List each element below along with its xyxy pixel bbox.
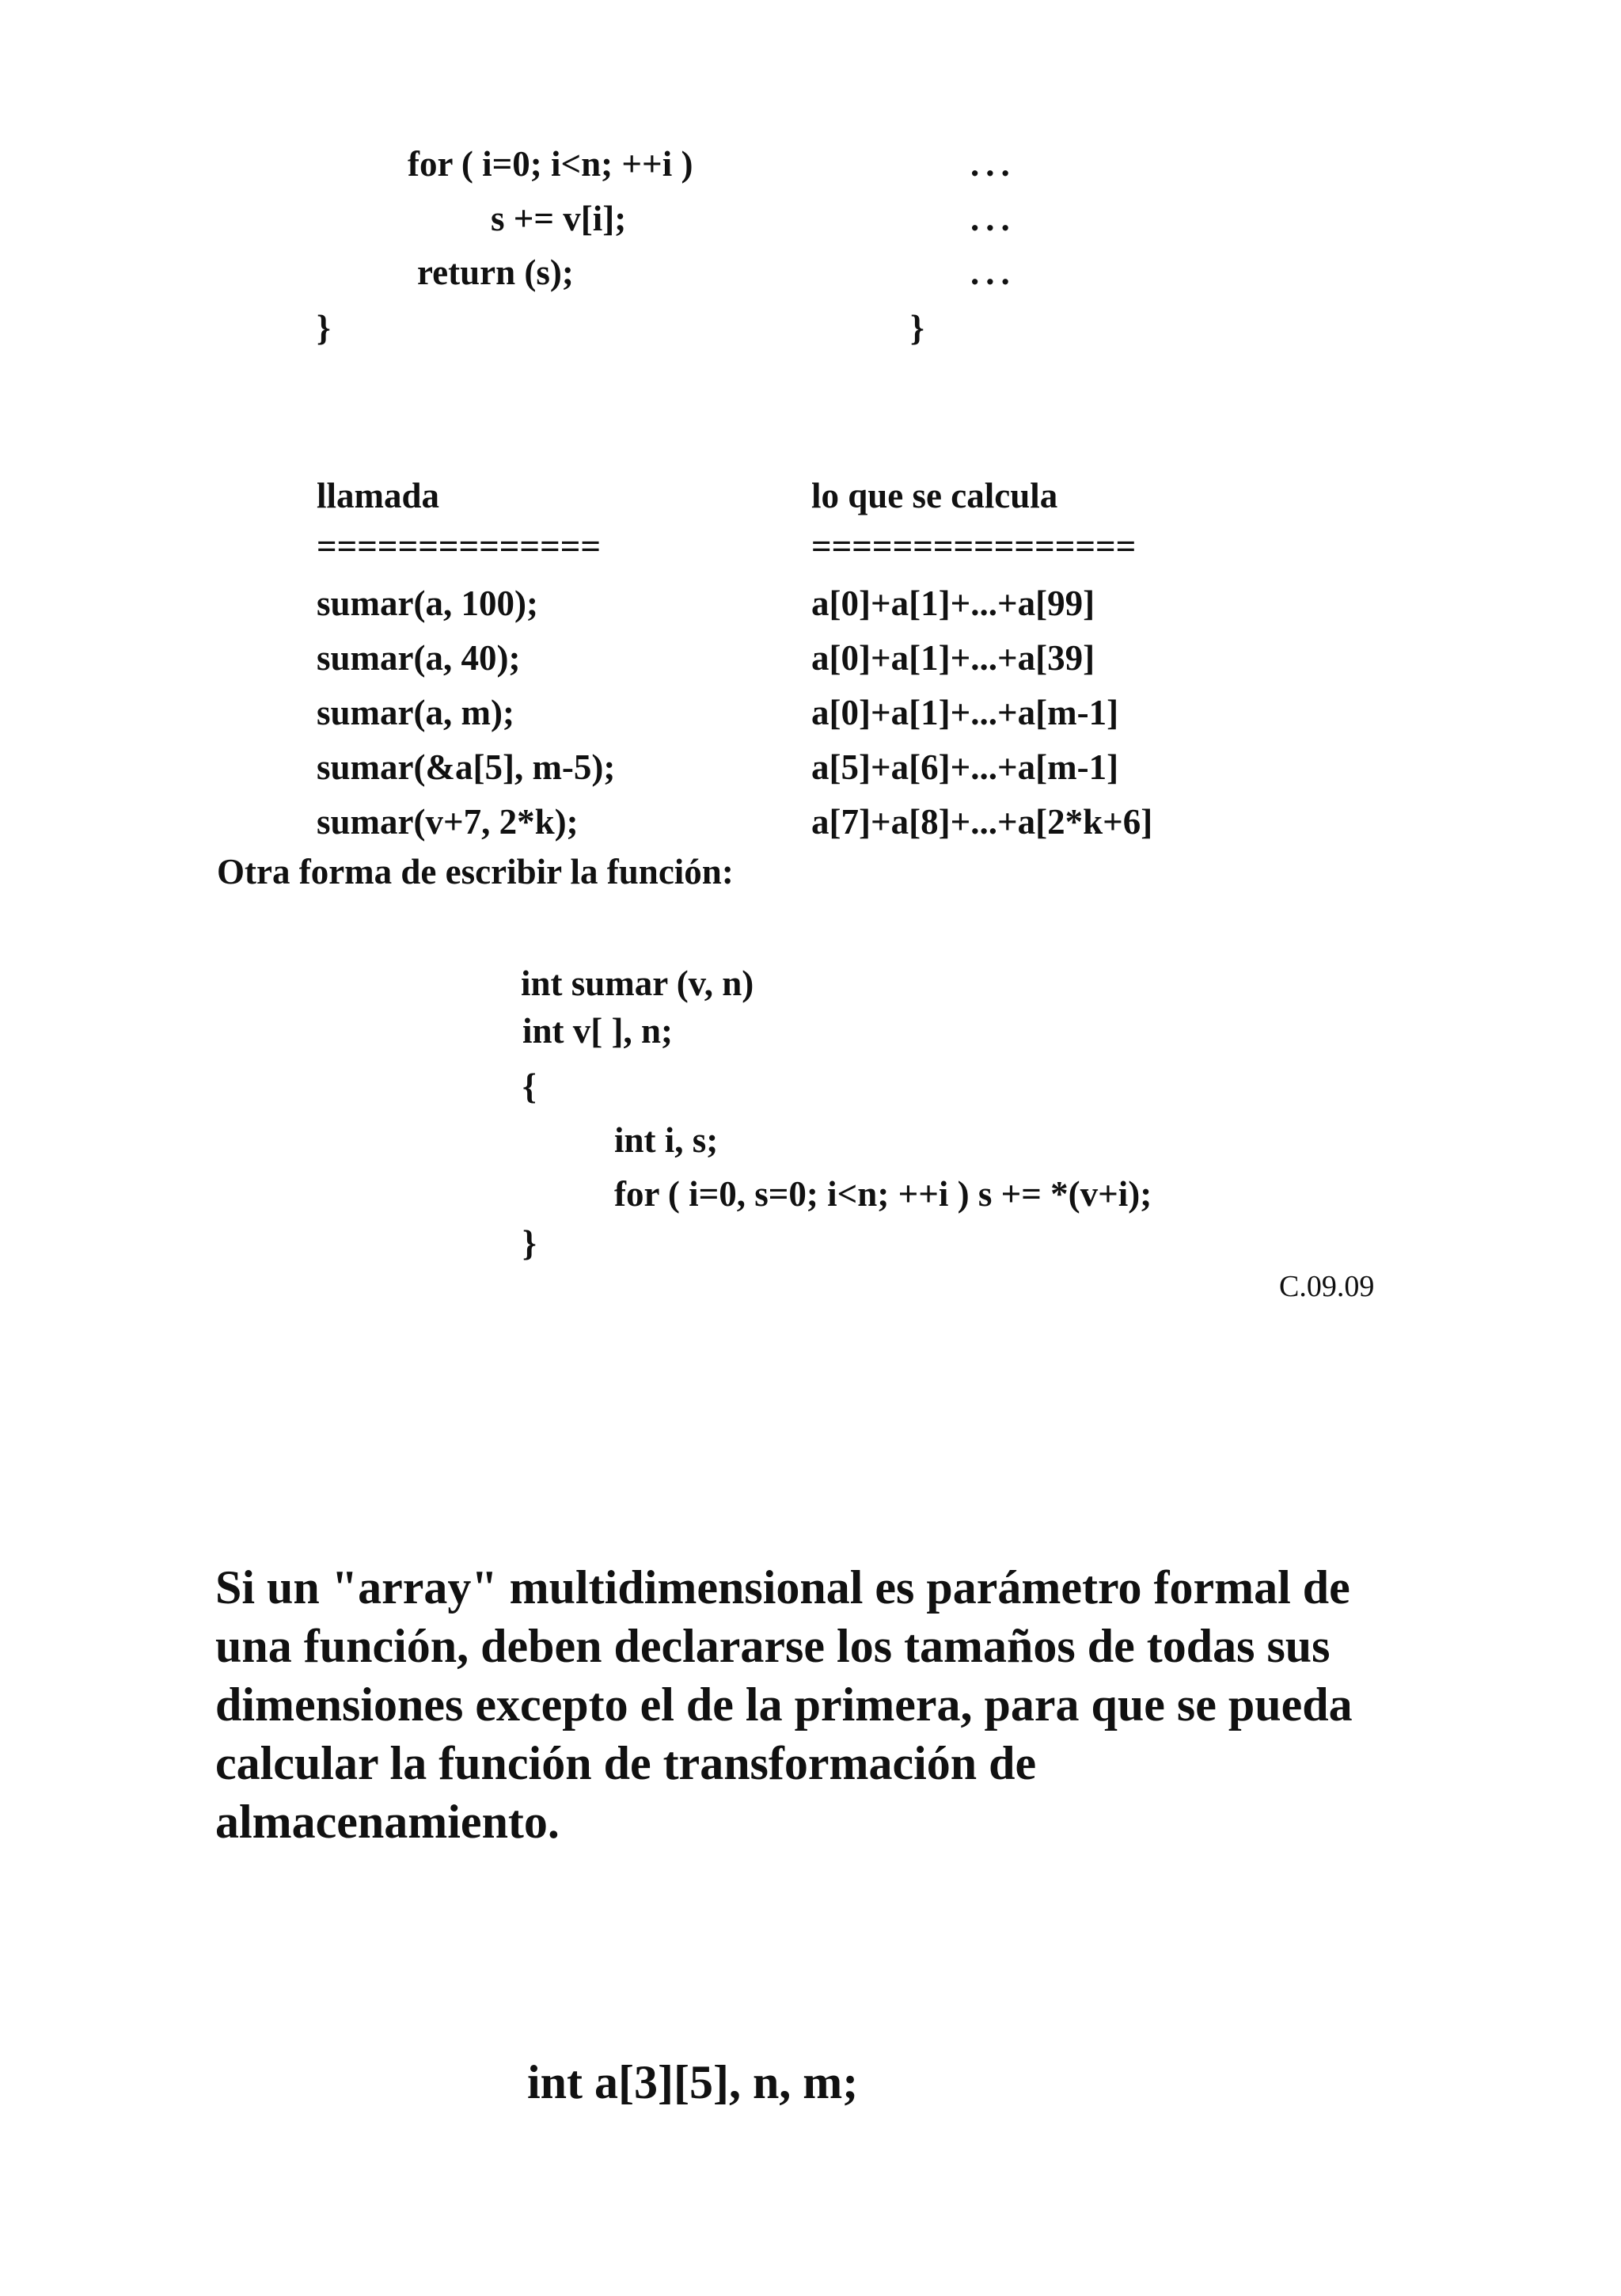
alt-code-for: for ( i=0, s=0; i<n; ++i ) s += *(v+i); xyxy=(614,1174,1152,1214)
explanation-paragraph xyxy=(215,1558,1434,1851)
code-line-close-brace: } xyxy=(317,308,331,348)
paragraph-line: Si un "array" multidimensional es parámetro formal de xyxy=(215,1561,1350,1614)
table-row-call: sumar(v+7, 2*k); xyxy=(317,802,579,842)
alt-code-decl: int i, s; xyxy=(614,1120,719,1160)
table-row-result: a[5]+a[6]+...+a[m-1] xyxy=(811,747,1119,787)
paragraph-line: almacenamiento. xyxy=(215,1796,560,1848)
table-row-call: sumar(&a[5], m-5); xyxy=(317,747,616,787)
table-row-result: a[7]+a[8]+...+a[2*k+6] xyxy=(811,802,1153,842)
ellipsis-2: ... xyxy=(970,199,1016,238)
page-code: C.09.09 xyxy=(1279,1270,1375,1303)
table-row-call: sumar(a, 40); xyxy=(317,638,521,678)
alt-code-signature: int sumar (v, n) xyxy=(521,964,754,1003)
alt-code-open-brace: { xyxy=(522,1066,537,1106)
ellipsis-3: ... xyxy=(970,253,1016,292)
table-header-call: llamada xyxy=(317,476,440,515)
table-separator-result: ================ xyxy=(811,526,1137,566)
table-row-result: a[0]+a[1]+...+a[99] xyxy=(811,584,1095,623)
right-close-brace: } xyxy=(910,308,924,348)
table-row-call: sumar(a, 100); xyxy=(317,584,538,623)
table-row-call: sumar(a, m); xyxy=(317,693,514,732)
paragraph-line: dimensiones excepto el de la primera, para que se pueda xyxy=(215,1678,1353,1731)
ellipsis-1: ... xyxy=(970,144,1016,184)
alt-code-params: int v[ ], n; xyxy=(522,1011,673,1051)
table-row-result: a[0]+a[1]+...+a[m-1] xyxy=(811,693,1119,732)
code-line-sum: s += v[i]; xyxy=(491,199,627,238)
code-line-return: return (s); xyxy=(417,253,574,292)
table-row-result: a[0]+a[1]+...+a[39] xyxy=(811,638,1095,678)
code-line-for: for ( i=0; i<n; ++i ) xyxy=(408,144,693,184)
paragraph-line: calcular la función de transformación de xyxy=(215,1737,1037,1789)
alt-form-label: Otra forma de escribir la función: xyxy=(217,852,734,891)
table-header-result: lo que se calcula xyxy=(811,476,1058,515)
paragraph-line: una función, deben declararse los tamaños de todas sus xyxy=(215,1620,1331,1672)
table-separator-call: ============== xyxy=(317,526,601,566)
array-declaration: int a[3][5], n, m; xyxy=(527,2056,859,2108)
alt-code-close-brace: } xyxy=(522,1223,537,1263)
